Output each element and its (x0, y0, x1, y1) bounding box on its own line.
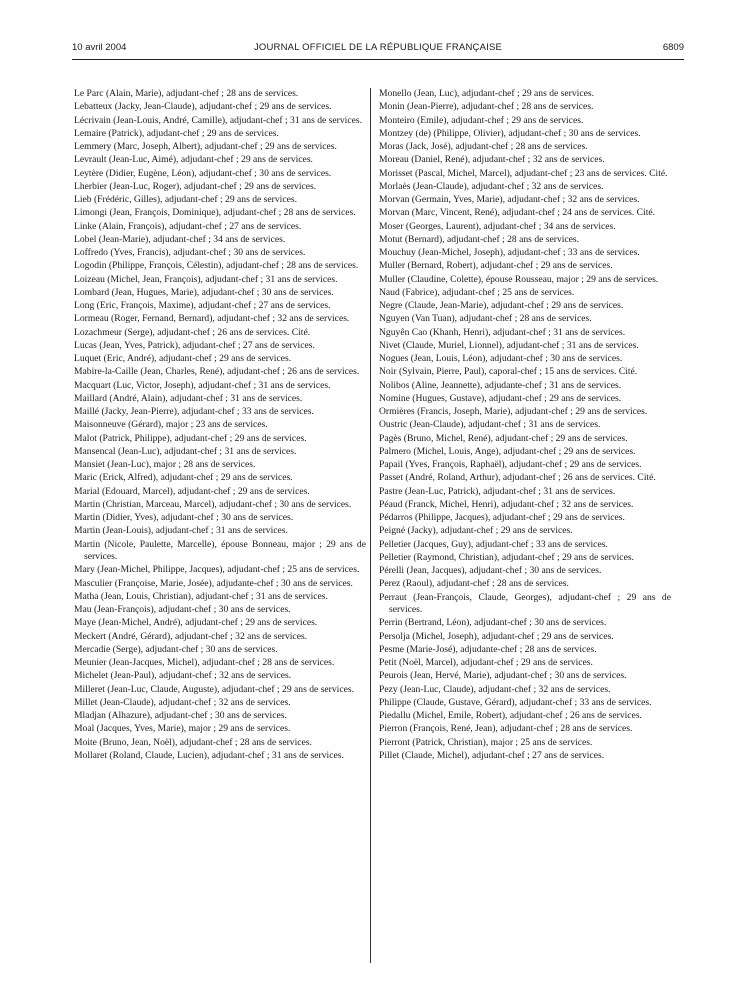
list-item: Lozachmeur (Serge), adjudant-chef ; 26 ans de services. Cité. (74, 326, 311, 338)
list-item: Lebatteux (Jacky, Jean-Claude), adjudant-chef ; 29 ans de services. (74, 101, 332, 113)
list-item: Nguyen (Van Tuan), adjudant-chef ; 28 ans de services. (379, 313, 592, 325)
list-item: Peigné (Jacky), adjudant-chef ; 29 ans de services. (379, 525, 573, 537)
column-divider (370, 88, 371, 963)
list-item: Palmero (Michel, Louis, Ange), adjudant-chef ; 29 ans de services. (379, 445, 636, 457)
list-item: Morvan (Germain, Yves, Marie), adjudant-chef ; 32 ans de services. (379, 194, 640, 205)
list-item: Maye (Jean-Michel, André), adjudant-chef ; 29 ans de services. (74, 617, 318, 629)
list-item: Nomine (Hugues, Gustave), adjudant-chef ; 29 ans de services. (379, 392, 622, 404)
list-item: Mansiet (Jean-Luc), major ; 28 ans de services. (74, 459, 256, 470)
list-item: Pelletier (Raymond, Christian), adjudant-chef ; 29 ans de services. (379, 551, 634, 563)
list-item: Piedallu (Michel, Emile, Robert), adjudant-chef ; 26 ans de services. (379, 710, 642, 721)
list-item: Philippe (Claude, Gustave, Gérard), adjudant-chef ; 33 ans de services. (379, 696, 652, 708)
list-item: Mabire-la-Caille (Jean, Charles, René), adjudant-chef ; 26 ans de services. (74, 366, 360, 378)
list-item: Nolibos (Aline, Jeannette), adjudante-chef ; 31 ans de services. (379, 379, 622, 391)
list-item: Millet (Jean-Claude), adjudant-chef ; 32 ans de services. (74, 696, 291, 708)
list-item: Logodin (Philippe, François, Célestin), adjudant-chef ; 28 ans de services. (74, 260, 359, 272)
list-item: Pesme (Marie-José), adjudante-chef ; 28 ans de services. (379, 643, 597, 655)
list-item: Moite (Bruno, Jean, Noël), adjudant-chef ; 28 ans de services. (74, 736, 312, 748)
list-item: Moser (Georges, Laurent), adjudant-chef ; 34 ans de services. (379, 220, 616, 232)
list-item: Le Parc (Alain, Marie), adjudant-chef ; 28 ans de services. (74, 88, 299, 99)
list-item: Oustric (Jean-Claude), adjudant-chef ; 31 ans de services. (379, 419, 601, 431)
list-item: Ormières (Francis, Joseph, Marie), adjudant-chef ; 29 ans de services. (379, 406, 648, 417)
list-item: Monteiro (Emile), adjudant-chef ; 29 ans de services. (379, 114, 584, 126)
list-item: Meunier (Jean-Jacques, Michel), adjudant-chef ; 28 ans de services. (74, 657, 335, 668)
list-item: Passet (André, Roland, Arthur), adjudant-chef ; 26 ans de services. Cité. (379, 472, 656, 484)
list-item: Lieb (Frédéric, Gilles), adjudant-chef ; 29 ans de services. (74, 194, 297, 205)
list-item: Martin (Christian, Marceau, Marcel), adjudant-chef ; 30 ans de services. (74, 498, 352, 510)
list-item: Pezy (Jean-Luc, Claude), adjudant-chef ; 32 ans de services. (379, 683, 611, 695)
list-item: Maillé (Jacky, Jean-Pierre), adjudant-chef ; 33 ans de services. (74, 406, 314, 417)
list-item: Loffredo (Yves, Francis), adjudant-chef ; 30 ans de services. (74, 247, 306, 258)
list-item: Pédarros (Philippe, Jacques), adjudant-chef ; 29 ans de services. (379, 512, 625, 523)
list-item: Matha (Jean, Louis, Christian), adjudant-chef ; 31 ans de services. (74, 590, 328, 602)
list-item: Mansencal (Jean-Luc), adjudant-chef ; 31 ans de services. (74, 445, 297, 457)
list-item: Moras (Jack, José), adjudant-chef ; 28 ans de services. (379, 141, 588, 152)
list-item: Mau (Jean-François), adjudant-chef ; 30 ans de services. (74, 604, 291, 615)
list-item: Pelletier (Jacques, Guy), adjudant-chef ; 33 ans de services. (379, 538, 608, 550)
list-item: Peurois (Jean, Hervé, Marie), adjudant-chef ; 30 ans de services. (379, 670, 627, 682)
list-item: Persolja (Michel, Joseph), adjudant-chef ; 29 ans de services. (379, 630, 614, 642)
list-item: Pierront (Patrick, Christian), major ; 25 ans de services. (379, 736, 593, 748)
list-item: Monin (Jean-Pierre), adjudant-chef ; 28 ans de services. (379, 101, 594, 113)
list-item: Lombard (Jean, Hugues, Marie), adjudant-chef ; 30 ans de services. (74, 286, 334, 298)
list-item: Lemaire (Patrick), adjudant-chef ; 29 ans de services. (74, 127, 279, 139)
list-item: Pierron (François, René, Jean), adjudant-chef ; 28 ans de services. (379, 723, 633, 735)
list-item: Moreau (Daniel, René), adjudant-chef ; 32 ans de services. (379, 154, 605, 166)
right-column (379, 88, 671, 763)
list-item: Negre (Claude, Jean-Marie), adjudant-chef ; 29 ans de services. (379, 300, 624, 311)
list-item: Papail (Yves, François, Raphaël), adjudant-chef ; 29 ans de services. (379, 459, 642, 470)
list-item: Lherbier (Jean-Luc, Roger), adjudant-chef ; 29 ans de services. (74, 180, 317, 192)
list-item: Levrault (Jean-Luc, Aimé), adjudant-chef ; 29 ans de services. (74, 154, 313, 166)
list-item: Long (Eric, François, Maxime), adjudant-chef ; 27 ans de services. (74, 300, 331, 311)
list-item: Maillard (André, Alain), adjudant-chef ; 31 ans de services. (74, 392, 303, 404)
list-item: Luquet (Eric, André), adjudant-chef ; 29 ans de services. (74, 353, 292, 364)
list-item: Muller (Bernard, Robert), adjudant-chef ; 29 ans de services. (379, 260, 613, 272)
list-item: Masculier (Françoise, Marie, Josée), adjudante-chef ; 30 ans de services. (74, 577, 353, 589)
list-item: Mouchuy (Jean-Michel, Joseph), adjudant-chef ; 33 ans de services. (379, 247, 640, 258)
list-item: Moal (Jacques, Yves, Marie), major ; 29 ans de services. (74, 723, 291, 735)
page-number: 6809 (662, 42, 684, 53)
list-item: Malot (Patrick, Philippe), adjudant-chef ; 29 ans de services. (74, 432, 307, 444)
list-item: Michelet (Jean-Paul), adjudant-chef ; 32 ans de services. (74, 670, 292, 682)
list-item: Martin (Didier, Yves), adjudant-chef ; 30 ans de services. (74, 512, 294, 523)
list-item: Montzey (de) (Philippe, Olivier), adjudant-chef ; 30 ans de services. (379, 127, 641, 139)
list-item: Lobel (Jean-Marie), adjudant-chef ; 34 ans de services. (74, 233, 286, 245)
list-item: Muller (Claudine, Colette), épouse Rousseau, major ; 29 ans de services. (379, 273, 659, 285)
list-item: Pérelli (Jean, Jacques), adjudant-chef ; 30 ans de services. (379, 565, 602, 576)
list-item: Lemmery (Marc, Joseph, Albert), adjudant-chef ; 29 ans de services. (74, 141, 337, 152)
list-item: Petit (Noël, Marcel), adjudant-chef ; 29 ans de services. (379, 657, 593, 668)
list-item: Mladjan (Alhazure), adjudant-chef ; 30 ans de services. (74, 710, 287, 721)
list-item: Nguyên Cao (Khanh, Henri), adjudant-chef ; 31 ans de services. (379, 326, 626, 338)
list-item: Linke (Alain, François), adjudant-chef ; 27 ans de services. (74, 220, 302, 232)
header-rule (72, 59, 684, 60)
list-item: Martin (Jean-Louis), adjudant-chef ; 31 ans de services. (74, 525, 288, 537)
list-item: Martin (Nicole, Paulette, Marcelle), épouse Bonneau, major ; 29 ans de services. (74, 538, 366, 562)
list-item: Loizeau (Michel, Jean, François), adjudant-chef ; 31 ans de services. (74, 273, 338, 285)
list-item: Mercadie (Serge), adjudant-chef ; 30 ans de services. (74, 643, 278, 655)
list-item: Marial (Edouard, Marcel), adjudant-chef ; 29 ans de services. (74, 485, 310, 497)
list-item: Lécrivain (Jean-Louis, André, Camille), adjudant-chef ; 31 ans de services. (74, 114, 362, 126)
journal-title: JOURNAL OFFICIEL DE LA RÉPUBLIQUE FRANÇAISE (253, 42, 503, 53)
list-item: Perraut (Jean-François, Claude, Georges), adjudant-chef ; 29 ans de services. (379, 591, 671, 615)
list-item: Morvan (Marc, Vincent, René), adjudant-chef ; 24 ans de services. Cité. (379, 207, 656, 219)
list-item: Lucas (Jean, Yves, Patrick), adjudant-chef ; 27 ans de services. (74, 339, 315, 351)
list-item: Limongi (Jean, François, Dominique), adjudant-chef ; 28 ans de services. (74, 207, 356, 219)
list-item: Macquart (Luc, Victor, Joseph), adjudant-chef ; 31 ans de services. (74, 379, 331, 391)
list-item: Morisset (Pascal, Michel, Marcel), adjudant-chef ; 23 ans de services. Cité. (379, 167, 668, 179)
list-item: Nivet (Claude, Muriel, Lionnel), adjudant-chef ; 31 ans de services. (379, 339, 639, 351)
list-item: Péaud (Franck, Michel, Henri), adjudant-chef ; 32 ans de services. (379, 498, 634, 510)
list-item: Monello (Jean, Luc), adjudant-chef ; 29 ans de services. (379, 88, 594, 99)
list-item: Perez (Raoul), adjudant-chef ; 28 ans de services. (379, 578, 569, 590)
list-item: Lormeau (Roger, Fernand, Bernard), adjudant-chef ; 32 ans de services. (74, 313, 350, 325)
list-item: Motut (Bernard), adjudant-chef ; 28 ans de services. (379, 233, 580, 245)
list-item: Maisonneuve (Gérard), major ; 23 ans de services. (74, 419, 268, 431)
page-header (72, 42, 684, 56)
list-item: Pastre (Jean-Luc, Patrick), adjudant-chef ; 31 ans de services. (379, 485, 616, 497)
left-column (74, 88, 366, 763)
list-item: Mary (Jean-Michel, Philippe, Jacques), adjudant-chef ; 25 ans de services. (74, 564, 360, 576)
list-item: Pagès (Bruno, Michel, René), adjudant-chef ; 29 ans de services. (379, 432, 628, 444)
list-item: Pillet (Claude, Michel), adjudant-chef ; 27 ans de services. (379, 749, 605, 761)
list-item: Leytère (Didier, Eugène, Léon), adjudant-chef ; 30 ans de services. (74, 167, 332, 179)
list-item: Mollaret (Roland, Claude, Lucien), adjudant-chef ; 31 ans de services. (74, 749, 344, 761)
list-item: Maric (Erick, Alfred), adjudant-chef ; 29 ans de services. (74, 472, 293, 484)
list-item: Naud (Fabrice), adjudant-chef ; 25 ans de services. (379, 286, 575, 298)
list-item: Morlaès (Jean-Claude), adjudant-chef ; 32 ans de services. (379, 180, 604, 192)
header-date: 10 avril 2004 (72, 42, 127, 53)
list-item: Meckert (André, Gérard), adjudant-chef ; 32 ans de services. (74, 630, 308, 642)
list-item: Perrin (Bertrand, Léon), adjudant-chef ; 30 ans de services. (379, 617, 607, 629)
list-item: Nogues (Jean, Louis, Léon), adjudant-chef ; 30 ans de services. (379, 353, 623, 364)
list-item: Noir (Sylvain, Pierre, Paul), caporal-chef ; 15 ans de services. Cité. (379, 366, 638, 378)
list-item: Milleret (Jean-Luc, Claude, Auguste), adjudant-chef ; 29 ans de services. (74, 683, 354, 695)
